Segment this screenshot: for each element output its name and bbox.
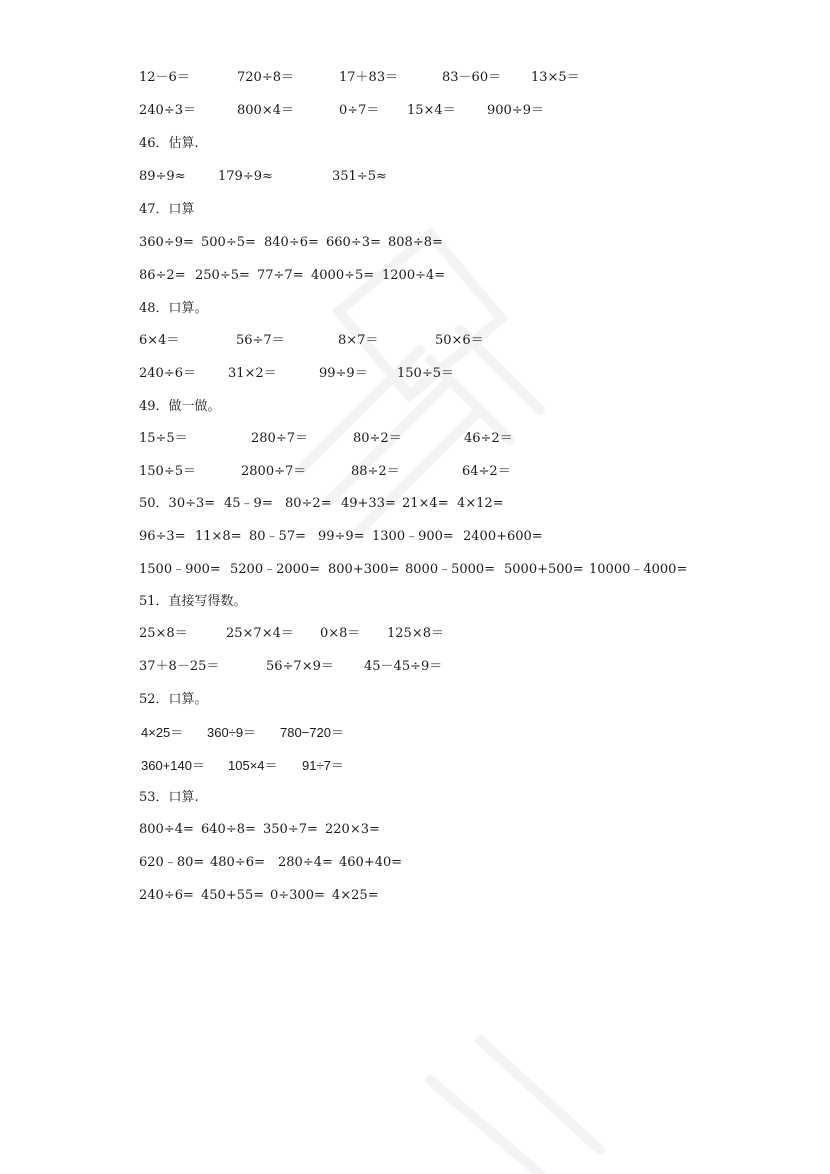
equation: 2800÷7＝: [241, 464, 307, 479]
equation: 720÷8＝: [237, 70, 294, 85]
equation: 80﹣57=: [249, 529, 306, 544]
equation: 450+55=: [201, 888, 265, 903]
question-title: 48．口算。: [139, 301, 208, 316]
equation: 96÷3=: [139, 529, 186, 544]
equation: 500÷5=: [201, 235, 256, 250]
equation: 8000﹣5000=: [405, 562, 496, 577]
equation: 179÷9≈: [218, 169, 273, 184]
equation: 240÷3＝: [139, 103, 196, 118]
equation: 240÷6＝: [139, 366, 196, 381]
equation: 46÷2＝: [464, 431, 513, 446]
equation: 99÷9＝: [319, 366, 368, 381]
equation: 45－45÷9＝: [364, 659, 443, 674]
equation: 4×25＝: [141, 725, 184, 740]
equation: 56÷7×9＝: [266, 659, 334, 674]
equation: 6×4＝: [139, 333, 180, 348]
equation: 220×3=: [325, 822, 380, 837]
equation: 840÷6=: [264, 235, 319, 250]
equation: 280÷4=: [278, 855, 333, 870]
equation: 125×8＝: [387, 626, 444, 641]
equation: 800×4＝: [237, 103, 294, 118]
equation: 360÷9＝: [207, 725, 257, 740]
equation: 808÷8=: [388, 235, 443, 250]
question-title: 52．口算。: [139, 692, 208, 707]
equation: 640÷8=: [201, 822, 256, 837]
equation: 12－6＝: [139, 70, 190, 85]
equation: 1300﹣900=: [372, 529, 454, 544]
equation: 800+300=: [328, 562, 400, 577]
equation: 8×7＝: [338, 333, 379, 348]
equation: 360÷9=: [139, 235, 194, 250]
question-title: 49．做一做。: [139, 399, 221, 414]
equation: 0×8＝: [320, 626, 361, 641]
equation: 91÷7＝: [302, 758, 344, 773]
equation: 0÷7＝: [339, 103, 380, 118]
equation: 150÷5＝: [397, 366, 454, 381]
equation: 800÷4=: [139, 822, 194, 837]
equation: 86÷2=: [139, 268, 186, 283]
equation: 460+40=: [339, 855, 403, 870]
equation: 351÷5≈: [332, 169, 387, 184]
equation: 660÷3=: [326, 235, 381, 250]
equation: 620﹣80=: [139, 855, 205, 870]
equation: 4×25=: [332, 888, 379, 903]
equation: 15×4＝: [407, 103, 456, 118]
equation: 4×12=: [457, 496, 504, 511]
equation: 780−720＝: [280, 725, 344, 740]
equation: 89÷9≈: [139, 169, 186, 184]
equation: 64÷2＝: [462, 464, 511, 479]
equation: 17＋83＝: [339, 70, 399, 85]
equation: 1500﹣900=: [139, 562, 221, 577]
question-title: 47．口算: [139, 202, 195, 217]
equation: 5000+500=: [504, 562, 584, 577]
equation: 49+33=: [341, 496, 396, 511]
equation: 11×8=: [195, 529, 242, 544]
equation: 15÷5＝: [139, 431, 188, 446]
equation: 80÷2＝: [353, 431, 402, 446]
equation: 480÷6=: [210, 855, 265, 870]
question-title: 46．估算.: [139, 136, 199, 151]
equation: 56÷7＝: [236, 333, 285, 348]
equation: 1200÷4=: [382, 268, 446, 283]
equation: 350÷7=: [263, 822, 318, 837]
equation: 105×4＝: [228, 758, 278, 773]
equation: 80÷2=: [285, 496, 332, 511]
equation: 5200﹣2000=: [230, 562, 321, 577]
equation: 360+140＝: [141, 758, 205, 773]
equation: 77÷7=: [257, 268, 304, 283]
equation: 280÷7＝: [251, 431, 308, 446]
equation: 50．30÷3=: [139, 496, 216, 511]
equation: 37＋8－25＝: [139, 659, 220, 674]
equation: 25×8＝: [139, 626, 188, 641]
equation: 99÷9=: [318, 529, 365, 544]
equation: 900÷9＝: [487, 103, 544, 118]
equation: 45﹣9=: [224, 496, 273, 511]
equation: 10000﹣4000=: [589, 562, 688, 577]
equation: 250÷5=: [195, 268, 250, 283]
equation: 0÷300=: [270, 888, 325, 903]
question-title: 53．口算.: [139, 790, 199, 805]
question-title: 51．直接写得数。: [139, 594, 247, 609]
equation: 4000÷5=: [311, 268, 375, 283]
equation: 13×5＝: [531, 70, 580, 85]
equation: 240÷6=: [139, 888, 194, 903]
equation: 88÷2＝: [351, 464, 400, 479]
equation: 21×4=: [402, 496, 449, 511]
equation: 50×6＝: [435, 333, 484, 348]
equation: 2400+600=: [463, 529, 543, 544]
equation: 31×2＝: [228, 366, 277, 381]
equation: 25×7×4＝: [226, 626, 294, 641]
equation: 150÷5＝: [139, 464, 196, 479]
equation: 83－60＝: [442, 70, 502, 85]
